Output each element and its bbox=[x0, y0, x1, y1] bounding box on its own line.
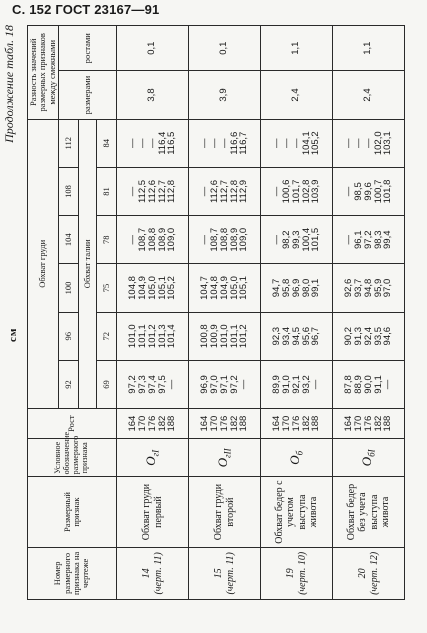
measurement-value: 108,8 bbox=[218, 227, 230, 252]
header-diff-heights: ростами bbox=[59, 26, 117, 71]
measurement-column bbox=[333, 312, 405, 360]
waist-value: 84 bbox=[97, 119, 117, 167]
measurement-value: 98,0 bbox=[300, 278, 312, 298]
height-value: 182 bbox=[228, 415, 240, 432]
chest-value: 104 bbox=[59, 216, 79, 264]
measurement-value: — bbox=[342, 138, 354, 148]
height-value: 182 bbox=[156, 415, 168, 432]
measurement-value: 93,4 bbox=[280, 326, 292, 346]
measurement-value: 96,9 bbox=[290, 278, 302, 298]
measurement-value: 92,4 bbox=[362, 326, 374, 346]
measurement-value: 98,2 bbox=[280, 230, 292, 249]
measurement-column bbox=[117, 264, 189, 312]
measurement-value: 112,6 bbox=[146, 179, 158, 204]
measurement-value: 96,9 bbox=[198, 375, 210, 394]
table-title: Продолжение табл. 18 bbox=[2, 25, 16, 143]
measurement-value: 97,5 bbox=[156, 375, 168, 394]
measurement-column bbox=[261, 167, 333, 215]
measurement-value: 101,1 bbox=[228, 324, 240, 349]
measurement-value: 97,0 bbox=[382, 278, 394, 298]
measurement-value: 102,0 bbox=[372, 131, 384, 156]
chest-value: 108 bbox=[59, 167, 79, 215]
height-value: 170 bbox=[280, 415, 292, 432]
header-height: Рост bbox=[28, 409, 117, 439]
measurement-value: 101,5 bbox=[310, 227, 322, 252]
measurement-value: 95,9 bbox=[372, 278, 384, 298]
measurement-value: 112,7 bbox=[156, 179, 168, 204]
header-waist: Обхват талии bbox=[79, 119, 97, 408]
header-diff-sizes: размерами bbox=[59, 71, 117, 119]
measurement-value: 101,0 bbox=[218, 324, 230, 349]
measurement-value: 97,3 bbox=[136, 375, 148, 394]
unit-caption: см bbox=[7, 327, 19, 342]
row-number: 15 bbox=[213, 568, 225, 579]
measurement-value: — bbox=[136, 138, 148, 148]
measurement-value: 112,7 bbox=[218, 179, 230, 204]
height-value: 164 bbox=[198, 415, 210, 432]
measurement-column bbox=[189, 119, 261, 167]
measurement-column bbox=[261, 119, 333, 167]
measurement-value: 101,1 bbox=[136, 324, 148, 349]
waist-value: 72 bbox=[97, 312, 117, 360]
measurement-value: 116,4 bbox=[156, 131, 168, 155]
table-row bbox=[117, 26, 189, 600]
measurement-value: 112,6 bbox=[208, 179, 220, 204]
measurement-value: — bbox=[238, 379, 250, 390]
measurement-value: 112,8 bbox=[228, 179, 240, 204]
measurement-value: — bbox=[310, 379, 322, 390]
diff-between-sizes: 3,8 bbox=[117, 71, 189, 119]
measurement-value: 99,4 bbox=[382, 230, 394, 249]
measurement-value: 101,7 bbox=[290, 179, 302, 204]
chest-value: 112 bbox=[59, 119, 79, 167]
measurement-value: 105,2 bbox=[166, 276, 178, 300]
figure-ref: (черт. 10) bbox=[296, 551, 308, 595]
figure-ref: (черт. 12) bbox=[368, 551, 380, 595]
height-value: 164 bbox=[270, 415, 282, 432]
measurement-value: 108,8 bbox=[146, 227, 158, 252]
measurement-value: 104,8 bbox=[126, 276, 138, 300]
symbol-letter: O bbox=[359, 456, 375, 467]
height-value: 176 bbox=[362, 415, 374, 432]
measurement-value: — bbox=[166, 379, 178, 390]
measurement-value: 101,2 bbox=[146, 324, 158, 349]
measurement-value: 91,0 bbox=[280, 375, 292, 394]
feature-name: Обхват бедер с учетом выступа живота bbox=[261, 477, 333, 547]
measurement-value: — bbox=[208, 138, 220, 148]
measurement-column bbox=[117, 119, 189, 167]
rotated-table-sheet bbox=[2, 25, 419, 600]
measurement-value: 101,4 bbox=[166, 324, 178, 349]
waist-value: 81 bbox=[97, 167, 117, 215]
measurement-value: 95,8 bbox=[280, 278, 292, 298]
height-value: 170 bbox=[208, 415, 220, 432]
measurement-value: — bbox=[352, 138, 364, 148]
height-value: 170 bbox=[352, 415, 364, 432]
height-value: 176 bbox=[290, 415, 302, 432]
measurement-value: — bbox=[126, 138, 138, 148]
measurement-value: 93,7 bbox=[352, 278, 364, 298]
measurement-value: 108,7 bbox=[136, 227, 148, 252]
measurement-value: — bbox=[382, 379, 394, 390]
measurement-value: 108,9 bbox=[228, 227, 240, 252]
measurement-value: 105,0 bbox=[228, 276, 240, 300]
condition-symbol bbox=[189, 439, 261, 477]
measurement-value: 91,3 bbox=[352, 326, 364, 346]
symbol-letter: O bbox=[143, 456, 159, 466]
measurement-value: 98,5 bbox=[352, 182, 364, 201]
measurement-value: 100,4 bbox=[300, 227, 312, 252]
height-value: 182 bbox=[372, 415, 384, 432]
chest-value: 92 bbox=[59, 360, 79, 408]
height-value: 170 bbox=[136, 415, 148, 432]
measurement-value: 94,8 bbox=[362, 278, 374, 298]
feature-name: Обхват груди первый bbox=[117, 477, 189, 547]
condition-symbol bbox=[261, 439, 333, 477]
measurement-value: 99,6 bbox=[362, 182, 374, 201]
row-number: 14 bbox=[141, 568, 153, 579]
diff-between-sizes: 2,4 bbox=[261, 71, 333, 119]
measurement-column bbox=[189, 167, 261, 215]
diff-between-heights: 0,1 bbox=[189, 26, 261, 71]
measurement-value: 100,7 bbox=[372, 179, 384, 204]
feature-name: Обхват груди второй bbox=[189, 477, 261, 547]
measurement-column bbox=[189, 264, 261, 312]
diff-between-sizes: 3,9 bbox=[189, 71, 261, 119]
height-values bbox=[117, 409, 189, 439]
diff-between-heights: 1,1 bbox=[261, 26, 333, 71]
measurement-value: 112,8 bbox=[166, 179, 178, 204]
measurement-value: 92,6 bbox=[342, 278, 354, 298]
measurement-column bbox=[333, 119, 405, 167]
header-chest: Обхват груди bbox=[28, 119, 59, 408]
figure-ref: (черт. 11) bbox=[224, 552, 236, 595]
measurement-value: 101,3 bbox=[156, 324, 168, 349]
measurement-value: 103,1 bbox=[382, 131, 394, 156]
symbol-letter: O bbox=[287, 455, 303, 465]
measurement-column bbox=[261, 312, 333, 360]
header-number: Номер размерного признака на чертеже bbox=[28, 547, 117, 599]
measurement-value: 96,7 bbox=[310, 326, 322, 346]
measurement-column bbox=[117, 216, 189, 264]
measurement-value: 101,2 bbox=[238, 324, 250, 349]
measurement-column bbox=[189, 360, 261, 408]
measurement-value: 92,3 bbox=[270, 326, 282, 346]
measurement-value: 108,7 bbox=[208, 227, 220, 252]
measurement-value: — bbox=[362, 138, 374, 148]
measurement-value: 108,9 bbox=[156, 227, 168, 252]
height-values bbox=[261, 409, 333, 439]
row-number-cell bbox=[117, 547, 189, 599]
measurement-value: — bbox=[218, 138, 230, 148]
measurement-value: 97,2 bbox=[362, 230, 374, 249]
measurement-value: 100,8 bbox=[198, 324, 210, 349]
measurement-column bbox=[189, 312, 261, 360]
measurement-value: 109,0 bbox=[238, 227, 250, 252]
diff-between-heights: 0,1 bbox=[117, 26, 189, 71]
table-row bbox=[333, 26, 405, 600]
measurement-value: 112,5 bbox=[136, 179, 148, 204]
measurement-value: 98,3 bbox=[372, 230, 384, 249]
measurement-value: 95,6 bbox=[300, 326, 312, 346]
height-value: 182 bbox=[300, 415, 312, 432]
measurement-value: 116,5 bbox=[166, 131, 178, 155]
measurement-value: 116,6 bbox=[228, 131, 240, 155]
measurement-column bbox=[333, 360, 405, 408]
height-value: 188 bbox=[238, 415, 250, 432]
measurement-value: 104,8 bbox=[208, 276, 220, 300]
height-value: 164 bbox=[342, 415, 354, 432]
diff-between-heights: 1,1 bbox=[333, 26, 405, 71]
symbol-subscript: бI bbox=[366, 449, 377, 457]
measurement-value: 105,1 bbox=[238, 276, 250, 300]
measurement-value: 105,2 bbox=[310, 131, 322, 156]
measurement-value: 88,9 bbox=[352, 375, 364, 394]
measurement-value: — bbox=[146, 138, 158, 148]
waist-value: 75 bbox=[97, 264, 117, 312]
measurement-column bbox=[117, 167, 189, 215]
header-condition: Условное обозначение размерного признака bbox=[28, 439, 117, 477]
row-number: 19 bbox=[285, 568, 297, 579]
condition-symbol bbox=[117, 439, 189, 477]
waist-value: 78 bbox=[97, 216, 117, 264]
header-feature: Размерный признак bbox=[28, 477, 117, 547]
chest-value: 96 bbox=[59, 312, 79, 360]
measurement-value: 94,7 bbox=[270, 278, 282, 298]
measurement-column bbox=[261, 360, 333, 408]
measurement-value: 104,7 bbox=[198, 276, 210, 300]
row-number-cell bbox=[333, 547, 405, 599]
height-values bbox=[333, 409, 405, 439]
measurement-value: — bbox=[280, 138, 292, 148]
height-value: 176 bbox=[146, 415, 158, 432]
measurement-column bbox=[117, 312, 189, 360]
measurement-value: 102,8 bbox=[300, 179, 312, 204]
measurement-value: — bbox=[126, 234, 138, 245]
measurement-column bbox=[261, 216, 333, 264]
table-row bbox=[261, 26, 333, 600]
measurement-column bbox=[333, 167, 405, 215]
symbol-subscript: гI bbox=[150, 449, 161, 457]
measurement-value: — bbox=[270, 186, 282, 197]
measurement-value: 100,9 bbox=[208, 324, 220, 349]
measurement-value: — bbox=[290, 138, 302, 148]
measurement-value: 90,0 bbox=[362, 375, 374, 394]
measurement-column bbox=[333, 264, 405, 312]
chest-value: 100 bbox=[59, 264, 79, 312]
height-value: 188 bbox=[382, 415, 394, 432]
measurement-value: 97,2 bbox=[228, 375, 240, 394]
measurement-value: 89,9 bbox=[270, 375, 282, 394]
waist-value: 69 bbox=[97, 360, 117, 408]
measurement-value: — bbox=[270, 234, 282, 245]
measurement-value: 91,1 bbox=[372, 375, 384, 394]
row-number-cell bbox=[261, 547, 333, 599]
measurement-value: 101,0 bbox=[126, 324, 138, 349]
measurement-value: 94,6 bbox=[382, 326, 394, 346]
header-diff: Разность значений размерных признаков между смежными bbox=[28, 26, 59, 120]
height-value: 188 bbox=[166, 415, 178, 432]
measurement-column bbox=[261, 264, 333, 312]
measurement-table bbox=[27, 25, 405, 600]
measurement-value: — bbox=[198, 186, 210, 197]
measurement-value: 101,8 bbox=[382, 179, 394, 204]
measurement-value: 87,8 bbox=[342, 375, 354, 394]
height-value: 188 bbox=[310, 415, 322, 432]
measurement-value: — bbox=[126, 186, 138, 197]
condition-symbol bbox=[333, 439, 405, 477]
measurement-value: 93,5 bbox=[372, 326, 384, 346]
measurement-value: 100,6 bbox=[280, 179, 292, 204]
measurement-value: 109,0 bbox=[166, 227, 178, 252]
symbol-subscript: б bbox=[294, 450, 305, 456]
measurement-value: 96,1 bbox=[352, 230, 364, 249]
measurement-value: 94,5 bbox=[290, 326, 302, 346]
measurement-value: — bbox=[342, 234, 354, 245]
symbol-subscript: гII bbox=[222, 448, 233, 458]
table-row bbox=[189, 26, 261, 600]
height-value: 164 bbox=[126, 415, 138, 432]
figure-ref: (черт. 11) bbox=[152, 552, 164, 595]
measurement-value: — bbox=[270, 138, 282, 148]
measurement-value: — bbox=[198, 234, 210, 245]
measurement-value: 99,3 bbox=[290, 230, 302, 249]
measurement-value: 104,9 bbox=[218, 276, 230, 300]
measurement-value: 112,9 bbox=[238, 179, 250, 204]
measurement-value: 93,2 bbox=[300, 375, 312, 394]
measurement-value: 105,0 bbox=[146, 276, 158, 300]
symbol-letter: O bbox=[215, 457, 231, 468]
measurement-column bbox=[117, 360, 189, 408]
measurement-value: 99,1 bbox=[310, 278, 322, 298]
measurement-value: 92,1 bbox=[290, 375, 302, 394]
measurement-column bbox=[189, 216, 261, 264]
diff-between-sizes: 2,4 bbox=[333, 71, 405, 119]
measurement-value: 97,1 bbox=[218, 375, 230, 394]
measurement-value: 90,2 bbox=[342, 326, 354, 346]
row-number-cell bbox=[189, 547, 261, 599]
measurement-value: 97,0 bbox=[208, 375, 220, 394]
measurement-value: 104,1 bbox=[300, 131, 312, 156]
measurement-column bbox=[333, 216, 405, 264]
measurement-value: 105,1 bbox=[156, 276, 168, 300]
measurement-value: 116,7 bbox=[238, 131, 250, 155]
measurement-value: 97,2 bbox=[126, 375, 138, 394]
measurement-value: 103,9 bbox=[310, 179, 322, 204]
measurement-value: 104,9 bbox=[136, 276, 148, 300]
measurement-value: — bbox=[342, 186, 354, 197]
feature-name: Обхват бедер без учета выступа живота bbox=[333, 477, 405, 547]
measurement-value: — bbox=[198, 138, 210, 148]
row-number: 20 bbox=[357, 568, 369, 579]
measurement-value: 97,4 bbox=[146, 375, 158, 394]
height-value: 176 bbox=[218, 415, 230, 432]
page-header: С. 152 ГОСТ 23167—91 bbox=[12, 2, 160, 17]
height-values bbox=[189, 409, 261, 439]
